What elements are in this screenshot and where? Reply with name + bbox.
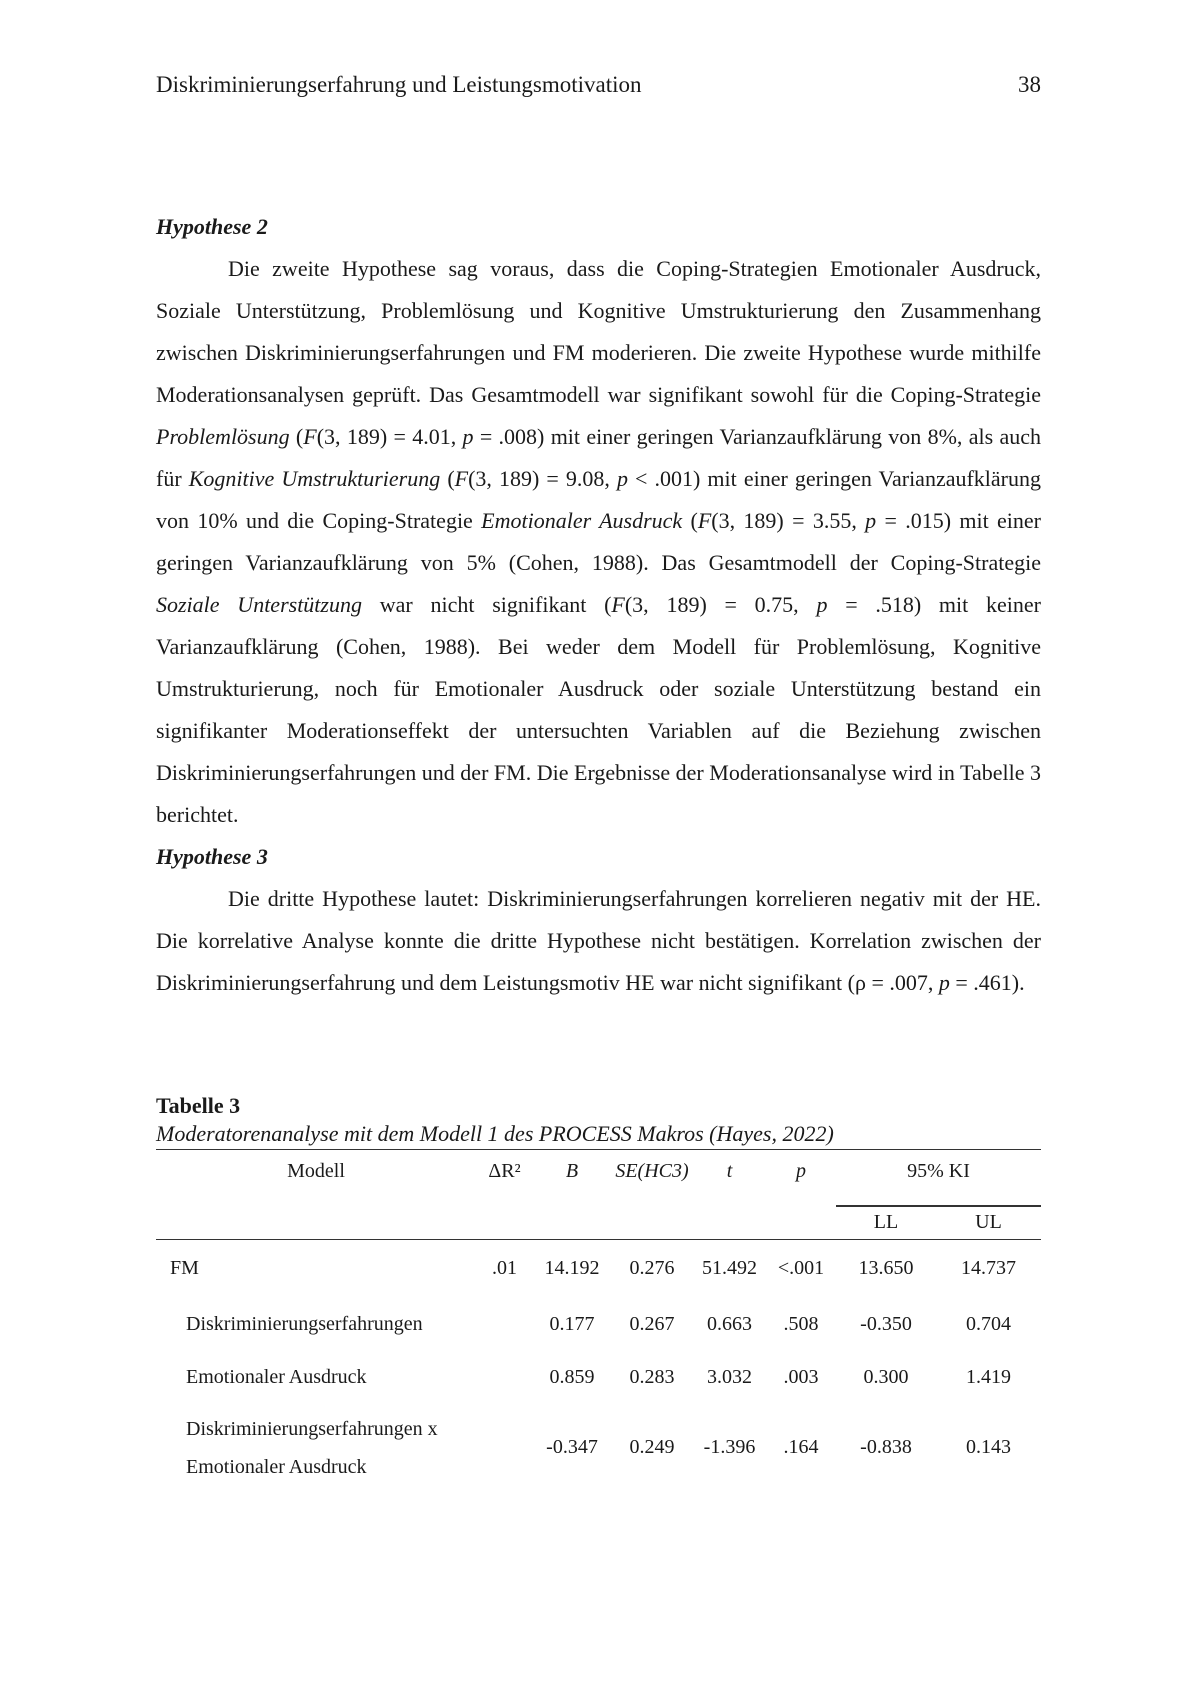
running-title: Diskriminierungserfahrung und Leistungsmotivation bbox=[156, 72, 642, 97]
col-t: t bbox=[726, 1160, 733, 1182]
cell-delta-r2 bbox=[476, 1404, 533, 1492]
table-row bbox=[156, 1298, 1041, 1351]
cell-ul: 14.737 bbox=[961, 1257, 1016, 1280]
row-label-line-1: Diskriminierungserfahrungen x bbox=[186, 1417, 438, 1440]
heading-hypothese-3: Hypothese 3 bbox=[156, 844, 268, 869]
row-label: FM bbox=[170, 1257, 199, 1280]
cell-ul: 1.419 bbox=[966, 1365, 1011, 1388]
running-head bbox=[156, 72, 1041, 98]
body-text bbox=[156, 206, 1041, 1004]
paragraph-hypothese-2: Die zweite Hypothese sag voraus, dass die Coping-Strategien Emotionaler Ausdruck, Soziale Unterstützung, Problemlösung und Kognitive Umstrukturierung den Zusammenhang zwischen Diskriminierungserfahrungen und FM moderieren. Die zweite Hypothese wurde mithilfe Moderationsanalysen geprüft. Das Gesamtmodell war signifikant sowohl für die Coping-Strategie Problemlösung (F(3, 189) = 4.01, p = .008) mit einer geringen Varianzaufklärung von 8%, als auch für Kognitive Umstrukturierung (F(3, 189) = 9.08, p < .001) mit einer geringen Varianzaufklärung von 10% und die Coping-Strategie Emotionaler Ausdruck (F(3, 189) = 3.55, p = .015) mit einer geringen Varianzaufklärung von 5% (Cohen, 1988). Das Gesamtmodell der Coping-Strategie Soziale Unterstützung war nicht signifikant (F(3, 189) = 0.75, p = .518) mit keiner Varianzaufklärung (Cohen, 1988). Bei weder dem Modell für Problemlösung, Kognitive Umstrukturierung, noch für Emotionaler Ausdruck oder soziale Unterstützung bestand ein signifikanter Moderationseffekt der untersuchten Variablen auf die Beziehung zwischen Diskriminierungserfahrungen und der FM. Die Ergebnisse der Moderationsanalyse wird in Tabelle 3 berichtet. bbox=[156, 256, 1042, 827]
row-label bbox=[156, 1404, 476, 1492]
table-header-row bbox=[156, 1150, 1041, 1206]
paragraph-hypothese-3: Die dritte Hypothese lautet: Diskriminierungserfahrungen korrelieren negativ mit der HE. Die korrelative Analyse konnte die dritte Hypothese nicht bestätigen. Korrelation zwischen der Diskriminierungserfahrung und dem Leistungsmotiv HE war nicht signifikant (ρ = .007, p = .461). bbox=[156, 886, 1041, 995]
cell-t: 0.663 bbox=[707, 1312, 752, 1335]
cell-b: -0.347 bbox=[546, 1436, 598, 1458]
col-ul: UL bbox=[975, 1211, 1002, 1234]
cell-b: 0.859 bbox=[549, 1365, 595, 1388]
col-b: B bbox=[565, 1160, 579, 1182]
col-p: p bbox=[796, 1160, 806, 1182]
cell-t: -1.396 bbox=[703, 1436, 756, 1458]
row-label: Emotionaler Ausdruck bbox=[186, 1365, 367, 1388]
table-row bbox=[156, 1240, 1041, 1298]
table-label: Tabelle 3 bbox=[156, 1093, 241, 1118]
results-table bbox=[156, 1149, 1041, 1492]
cell-ul: 0.143 bbox=[966, 1436, 1011, 1458]
table-title: Moderatorenanalyse mit dem Modell 1 des PROCESS Makros (Hayes, 2022) bbox=[156, 1121, 834, 1146]
cell-se: 0.267 bbox=[629, 1312, 675, 1335]
cell-ll: -0.350 bbox=[860, 1312, 912, 1335]
cell-ul: 0.704 bbox=[966, 1312, 1011, 1335]
table-row bbox=[156, 1404, 1041, 1492]
cell-b: 0.177 bbox=[549, 1312, 595, 1335]
col-delta-r2: ΔR² bbox=[488, 1160, 521, 1182]
row-label-line-2: Emotionaler Ausdruck bbox=[186, 1455, 367, 1478]
cell-delta-r2 bbox=[476, 1351, 533, 1404]
cell-b: 14.192 bbox=[544, 1257, 600, 1280]
heading-hypothese-2: Hypothese 2 bbox=[156, 214, 268, 239]
cell-p: .508 bbox=[783, 1312, 819, 1335]
cell-delta-r2 bbox=[476, 1298, 533, 1351]
cell-se: 0.249 bbox=[629, 1436, 675, 1458]
cell-t: 51.492 bbox=[702, 1257, 757, 1280]
cell-ll: 13.650 bbox=[858, 1257, 914, 1280]
col-modell: Modell bbox=[287, 1160, 345, 1182]
cell-p: .164 bbox=[783, 1436, 819, 1458]
cell-p: <.001 bbox=[777, 1257, 825, 1280]
table-row bbox=[156, 1351, 1041, 1404]
col-ll: LL bbox=[873, 1211, 899, 1234]
cell-delta-r2: .01 bbox=[492, 1257, 517, 1280]
cell-ll: 0.300 bbox=[863, 1365, 909, 1388]
cell-se: 0.283 bbox=[629, 1365, 675, 1388]
page-number: 38 bbox=[1018, 72, 1041, 97]
cell-p: .003 bbox=[783, 1365, 819, 1388]
cell-t: 3.032 bbox=[707, 1365, 752, 1388]
col-ki: 95% KI bbox=[836, 1150, 1041, 1206]
cell-ll: -0.838 bbox=[860, 1436, 912, 1458]
row-label: Diskriminierungserfahrungen bbox=[186, 1312, 423, 1335]
col-se: SE(HC3) bbox=[615, 1160, 689, 1182]
cell-se: 0.276 bbox=[629, 1257, 675, 1280]
